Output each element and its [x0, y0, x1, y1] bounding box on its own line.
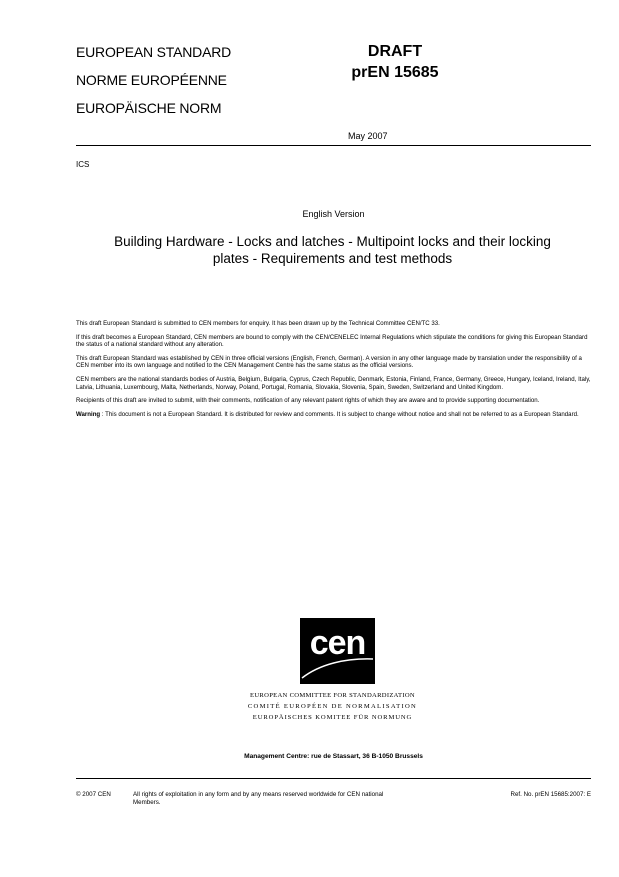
note-paragraph: This draft European Standard is submitted to CEN members for enquiry. It has been drawn up by the Technical Committee CEN/TC 33. [76, 320, 440, 327]
draft-number: prEN 15685 [351, 64, 439, 81]
rights-notice: All rights of exploitation in any form and by any means reserved worldwide for CEN national Members. [133, 791, 384, 806]
warning-label: Warning [76, 410, 101, 418]
management-centre-address: Management Centre: rue de Stassart, 36 B-1050 Brussels [244, 753, 423, 760]
warning-paragraph [76, 411, 591, 419]
note-paragraph: Recipients of this draft are invited to submit, with their comments, notification of any relevant patent rights of which they are aware and to provide supporting documentation. [76, 397, 540, 405]
cen-logo [300, 618, 375, 684]
document-title: Building Hardware - Locks and latches - Multipoint locks and their locking plates - Requirements and test methods [114, 234, 551, 266]
version-label: English Version [302, 209, 365, 219]
warning-text: : This document is not a European Standard. It is distributed for review and comments. It is subject to change without notice and shall not be referred to as a European Standard. [100, 410, 579, 418]
copyright: © 2007 CEN [76, 791, 111, 798]
note-paragraph: This draft European Standard was established by CEN in three official versions (English, French, German). A version in any other language made by translation under the responsibility of a CEN member into its own language and notified to the CEN Management Centre has the same status as the official versions. [76, 354, 582, 370]
ics-label: ICS [76, 160, 90, 169]
enquiry-notes [76, 320, 591, 424]
reference-number: Ref. No. prEN 15685:2007: E [510, 791, 591, 798]
note-paragraph: If this draft becomes a European Standard, CEN members are bound to comply with the CEN/CENELEC Internal Regulations which stipulate the conditions for giving this European Standard the status of a national standard without any alteration. [76, 333, 588, 349]
committee-name-de: EUROPÄISCHES KOMITEE FÜR NORMUNG [252, 714, 413, 721]
note-paragraph: CEN members are the national standards bodies of Austria, Belgium, Bulgaria, Cyprus, Czech Republic, Denmark, Estonia, Finland, France, Germany, Greece, Hungary, Iceland, Ireland, Italy, Latvia, Lithuania, Luxembourg, Malta, Netherlands, Norway, Poland, Portugal, Romania, Slovakia, Slovenia, Spain, Sweden, Switzerland and United Kingdom. [76, 375, 591, 391]
committee-name-en: EUROPEAN COMMITTEE FOR STANDARDIZATION [250, 692, 415, 699]
standard-name-en: EUROPEAN STANDARD [76, 44, 232, 60]
committee-name-fr: COMITÉ EUROPÉEN DE NORMALISATION [247, 703, 418, 710]
standard-name-de: EUROPÄISCHE NORM [76, 100, 222, 116]
cen-logo-text: cen [309, 624, 366, 662]
publication-date: May 2007 [348, 131, 388, 141]
bottom-divider [76, 778, 591, 779]
standard-name-fr: NORME EUROPÉENNE [76, 72, 227, 88]
draft-label: DRAFT [367, 43, 423, 60]
top-divider [76, 145, 591, 146]
